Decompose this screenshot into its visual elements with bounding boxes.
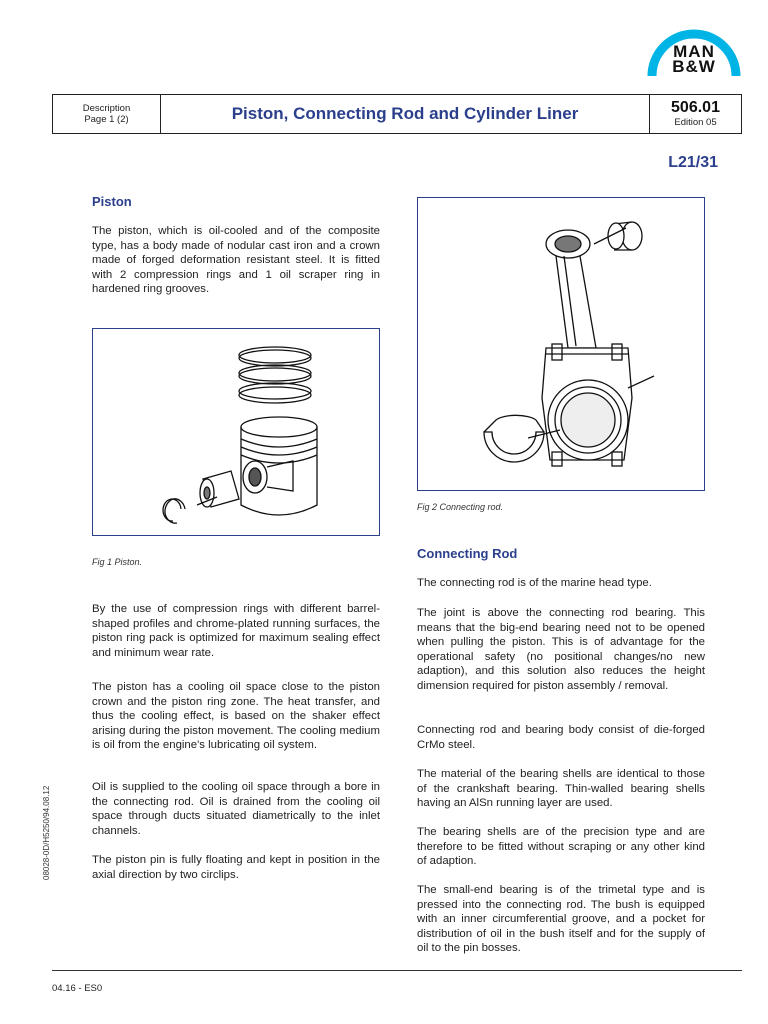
header-number-box bbox=[649, 95, 741, 133]
document-side-code: 08028-0D/H5250/94.08.12 bbox=[42, 785, 51, 880]
rod-paragraph-1: The connecting rod is of the marine head type. bbox=[417, 577, 652, 589]
footer-code: 04.16 - ES0 bbox=[52, 983, 103, 994]
logo-line-2: B&W bbox=[672, 57, 716, 76]
man-bw-logo bbox=[644, 20, 744, 82]
rod-paragraph-5: The bearing shells are of the precision type and are therefore to be fitted without scraping or any other kind of adaption. bbox=[417, 826, 705, 868]
rod-paragraph-4: The material of the bearing shells are identical to those of the crankshaft bearing. Thin-walled bearing shells having an AlSn running layer are used. bbox=[417, 768, 705, 810]
edition: Edition 05 bbox=[674, 117, 717, 128]
piston-paragraph-3: Oil is supplied to the cooling oil space through a bore in the connecting rod. Oil is drained from the cooling oil space through ducts situated diametrically to the inlet channels. bbox=[92, 781, 380, 837]
piston-paragraph-4: The piston pin is fully floating and kept in position in the axial direction by two circlips. bbox=[92, 854, 380, 881]
rod-paragraph-6: The small-end bearing is of the trimetal type and is pressed into the connecting rod. The bush is equipped with an inner circumferential groove, and a pocket for distribution of oil in the bush itself and for the supply of oil to the pin bosses. bbox=[417, 884, 705, 955]
figure-1-caption: Fig 1 Piston. bbox=[92, 557, 143, 567]
figure-2-caption: Fig 2 Connecting rod. bbox=[417, 502, 504, 512]
piston-intro: The piston, which is oil-cooled and of the composite type, has a body made of nodular cast iron and a crown made of forged deformation resistant steel. It is fitted with 2 compression rings and 1 oil scraper ring in hardened ring grooves. bbox=[92, 225, 380, 296]
piston-drawing-icon bbox=[93, 329, 379, 535]
page-indicator: Page 1 (2) bbox=[84, 114, 129, 125]
doc-type: Description bbox=[82, 103, 131, 114]
footer-divider bbox=[52, 970, 742, 971]
piston-paragraph-1: By the use of compression rings with different barrel-shaped profiles and chrome-plated running surfaces, the piston ring pack is optimized for maximum sealing effect and minimum wear rate. bbox=[92, 603, 380, 659]
figure-piston bbox=[92, 328, 380, 536]
header-doc-info bbox=[53, 95, 161, 133]
document-title: Piston, Connecting Rod and Cylinder Liner bbox=[231, 104, 579, 123]
piston-heading: Piston bbox=[92, 194, 132, 209]
rod-paragraph-3: Connecting rod and bearing body consist of die-forged CrMo steel. bbox=[417, 724, 705, 751]
engine-type: L21/31 bbox=[668, 154, 718, 171]
document-number: 506.01 bbox=[671, 99, 720, 116]
rod-paragraph-2: The joint is above the connecting rod bearing. This means that the big-end bearing need not to be opened when pulling the piston. This is of advantage for the operational safety (no positional changes/no new adaption), and this solution also reduces the height dimension required for piston assembly / removal. bbox=[417, 607, 705, 692]
figure-connecting-rod bbox=[417, 197, 705, 491]
logo-line-1: MAN bbox=[673, 42, 715, 61]
document-header bbox=[52, 94, 742, 134]
piston-paragraph-2: The piston has a cooling oil space close to the piston crown and the piston ring zone. The heat transfer, and thus the cooling effect, is based on the shaker effect arising during the piston movement. The cooling medium is oil from the engine's lubricating oil system. bbox=[92, 681, 380, 752]
connecting-rod-heading: Connecting Rod bbox=[417, 546, 518, 561]
connecting-rod-drawing-icon bbox=[418, 198, 704, 490]
